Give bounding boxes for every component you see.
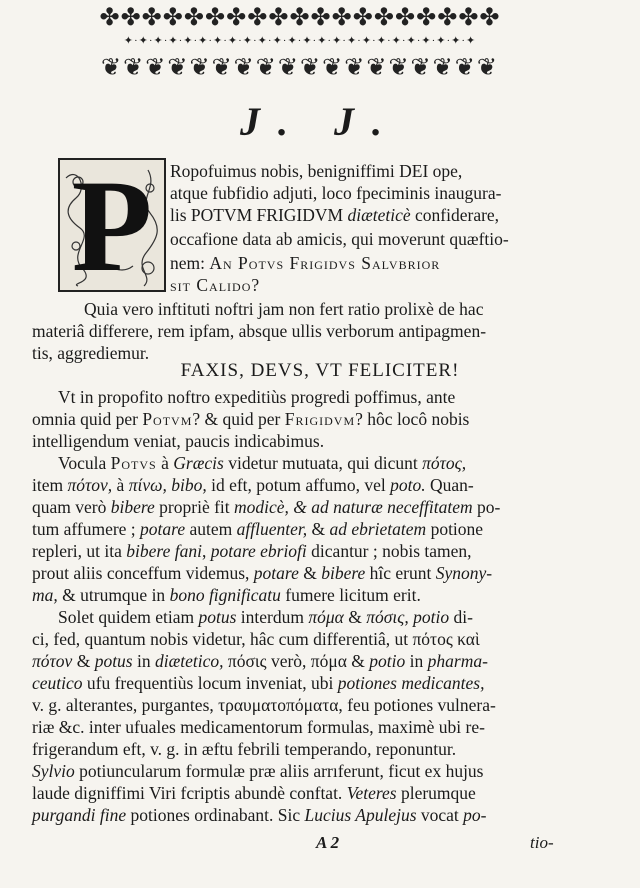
ornament-border-top: ✤✤✤✤✤✤✤✤✤✤✤✤✤✤✤✤✤✤✤: [99, 5, 501, 31]
dropcap-ornament-icon: [58, 158, 166, 292]
para1-line-1: Quia vero inftituti noftri jam non fert ratio prolixè de hac: [84, 299, 484, 319]
para4-line-10: purgandi fine potiones ordinabant. Sic Lucius Apulejus vocat po-: [32, 805, 487, 825]
para4-line-9: laude digniffimi Viri fcriptis abundè conftat. Veteres plerumque: [32, 783, 476, 803]
para3-line-7: ma, & utrumque in bono fignificatu fumere licitum erit.: [32, 585, 421, 605]
para3-line-1: Vocula Potvs à Græcis videtur mutuata, qui dicunt πότος,: [58, 453, 467, 473]
para1-line-2: materiâ differere, rem ipfam, absque ullis verborum antipagmen-: [32, 321, 487, 341]
intro-line-5: nem: An Potvs Frigidvs Salvbrior: [170, 253, 441, 273]
para2-line-1: Vt in propofito noftro expeditiùs progredi poffimus, ante: [58, 387, 456, 407]
catchword: tio-: [530, 833, 554, 852]
intro-line-1: Ropofuimus nobis, benigniffimi DEI ope,: [170, 161, 463, 181]
dropcap-letter: P: [71, 158, 153, 292]
para3-line-5: repleri, ut ita bibere fani, potare ebriofi dicantur ; nobis tamen,: [32, 541, 472, 561]
motto-heading: FAXIS, DEVS, VT FELICITER!: [180, 360, 460, 381]
para4-line-1: Solet quidem etiam potus interdum πόμα & πόσις, potio di-: [58, 607, 473, 627]
para3-line-4: tum affumere ; potare autem affluenter, & ad ebrietatem potione: [32, 519, 484, 539]
para2-line-3: intelligendum veniat, paucis indicabimus.: [32, 431, 325, 451]
intro-line-6: sit Calido?: [170, 275, 261, 295]
para1-line-3: tis, aggrediemur.: [32, 343, 150, 363]
intro-line-4: occafione data ab amicis, qui moverunt quæftio-: [170, 229, 509, 249]
para4-line-6: riæ &c. inter ufuales medicamentorum formulas, maximè ubi re-: [32, 717, 485, 737]
para4-line-5: v. g. alterantes, purgantes, τραυματοπόματα, feu potiones vulnera-: [32, 695, 496, 715]
intro-line-3: lis POTVM FRIGIDVM diæteticè confiderare,: [170, 205, 500, 225]
ornament-border-middle: ✦·✦·✦·✦·✦·✦·✦·✦·✦·✦·✦·✦·✦·✦·✦·✦·✦·✦·✦·✦·✦·✦·✦·✦: [123, 35, 477, 47]
para2-line-2: omnia quid per Potvm? & quid per Frigidvm? hôc locô nobis: [32, 409, 470, 429]
para3-line-3: quam verò bibere propriè fit modicè, & ad naturæ neceffitatem po-: [32, 497, 501, 517]
signature-mark: A 2: [316, 833, 340, 852]
intro-line-2: atque fubfidio adjuti, loco fpeciminis inaugura-: [170, 183, 502, 203]
para4-line-7: frigerandum eft, v. g. in æftu febrili temperando, reponuntur.: [32, 739, 457, 759]
para3-line-6: prout aliis conceffum videmus, potare & bibere hîc erunt Synony-: [32, 563, 493, 583]
para4-line-4: ceutico ufu frequentiùs locum inveniat, ubi potiones medicantes,: [32, 673, 485, 693]
para4-line-3: πότον & potus in diætetico, πόσις verò, πόμα & potio in pharma-: [32, 651, 488, 671]
para4-line-2: ci, fed, quantum nobis videtur, hâc cum differentiâ, ut πότος καὶ: [32, 629, 480, 649]
page-heading: J. J.: [240, 99, 400, 144]
ornament-border-bottom: ❦❦❦❦❦❦❦❦❦❦❦❦❦❦❦❦❦❦: [101, 55, 499, 81]
para3-line-2: item πότον, à πίνω, bibo, id eft, potum affumo, vel poto. Quan-: [32, 475, 474, 495]
para4-line-8: Sylvio potiuncularum formulæ præ aliis arrıferunt, ficut ex hujus: [32, 761, 484, 781]
